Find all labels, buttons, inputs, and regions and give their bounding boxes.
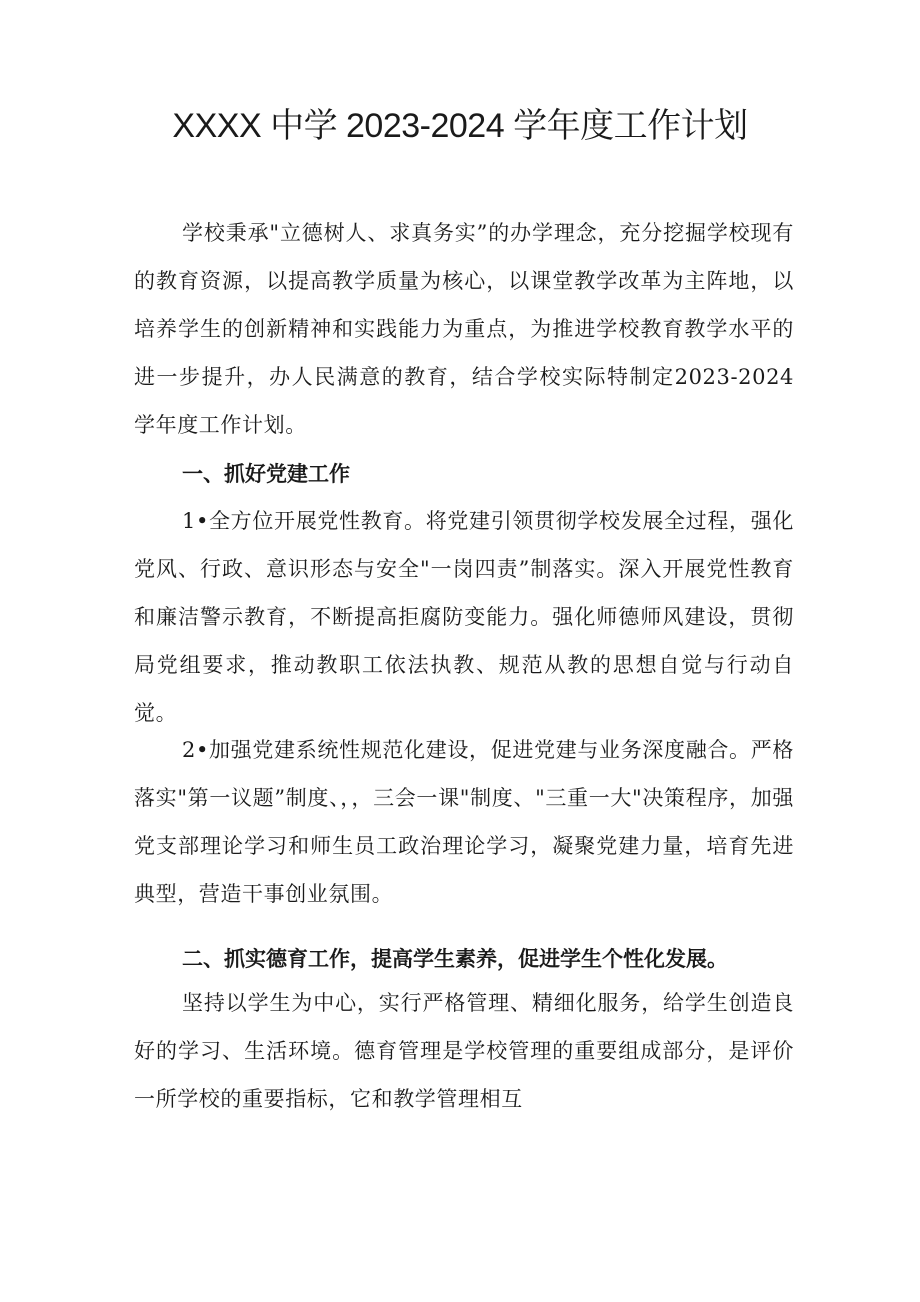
section-2-heading: 二、抓实德育工作，提高学生素养，促进学生个性化发展。 [182, 948, 728, 971]
document-title: XXXX 中学 2023-2024 学年度工作计划 [172, 107, 748, 145]
intro-paragraph: 学校秉承"立德树人、求真务实”的办学理念，充分挖掘学校现有的教育资源，以提高教学质量为核心，以课堂教学改革为主阵地，以培养学生的创新精神和实践能力为重点，为推进学校教育教学水平的进一步提升，办人民满意的教育，结合学校实际特制定2023-2024 学年度工作计划。 [134, 221, 794, 437]
section-2-paragraph: 坚持以学生为中心，实行严格管理、精细化服务，给学生创造良好的学习、生活环境。德育管理是学校管理的重要组成部分，是评价一所学校的重要指标，它和教学管理相互 [134, 991, 794, 1111]
section-1-item-2: 2•加强党建系统性规范化建设，促进党建与业务深度融合。严格落实"第一议题”制度、，，三会一课"制度、"三重一大"决策程序，加强党支部理论学习和师生员工政治理论学习，凝聚党建力量，培育先进典型，营造干事创业氛围。 [134, 738, 794, 906]
section-1-item-1: 1•全方位开展党性教育。将党建引领贯彻学校发展全过程，强化党风、行政、意识形态与安全"一岗四责”制落实。深入开展党性教育和廉洁警示教育，不断提高拒腐防变能力。强化师德师风建设，贯彻局党组要求，推动教职工依法执教、规范从教的思想自觉与行动自觉。 [134, 509, 794, 725]
section-1-heading: 一、抓好党建工作 [182, 463, 350, 486]
